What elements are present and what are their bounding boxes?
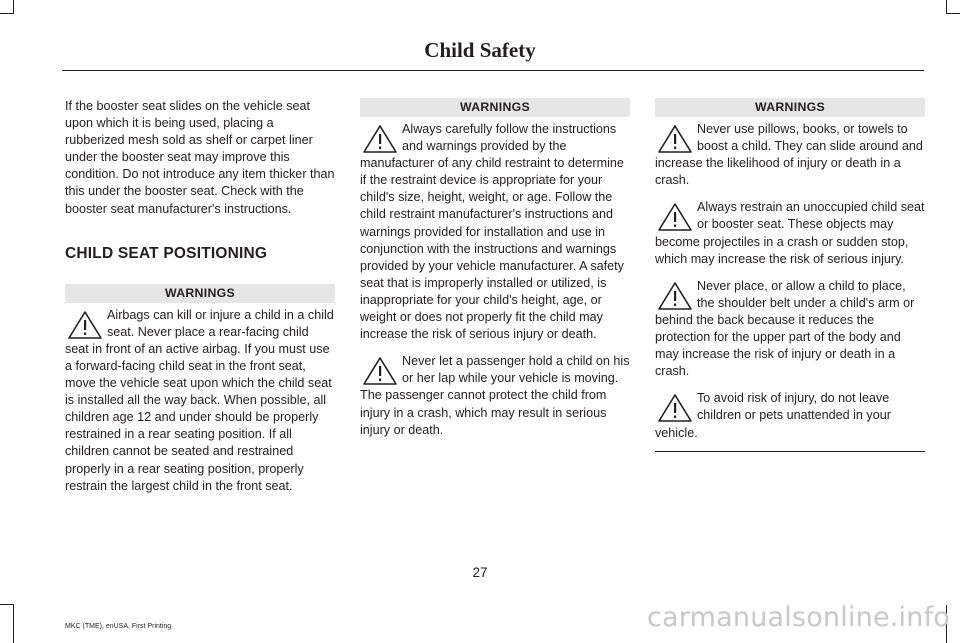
warning-item bbox=[360, 353, 630, 438]
warning-triangle-icon bbox=[657, 202, 693, 232]
crop-mark bbox=[0, 13, 14, 14]
crop-mark bbox=[946, 13, 960, 14]
warning-triangle-icon bbox=[362, 356, 398, 386]
warning-text: Never use pillows, books, or towels to boost a child. They can slide around and increase the likelihood of injury or death in a crash. bbox=[655, 122, 923, 188]
page-title: Child Safety bbox=[424, 38, 536, 62]
warning-text: Always restrain an unoccupied child seat or booster seat. These objects may become projectiles in a crash or sudden stop, which may increase the risk of serious injury. bbox=[655, 200, 925, 266]
watermark: carmanualsonline.info bbox=[647, 602, 950, 633]
page-number: 27 bbox=[472, 565, 488, 580]
warnings-heading: WARNINGS bbox=[360, 98, 630, 117]
warning-text: Never place, or allow a child to place, the shoulder belt under a child's arm or behind the back because it reduces the protection for the upper part of the body and may increase the risk of injury or death in a crash. bbox=[655, 278, 915, 379]
column-middle bbox=[360, 98, 630, 439]
warning-triangle-icon bbox=[657, 281, 693, 311]
column-right bbox=[655, 98, 925, 452]
crop-mark bbox=[0, 604, 14, 605]
warning-item bbox=[65, 307, 335, 495]
warning-item bbox=[655, 121, 925, 189]
crop-mark bbox=[13, 605, 14, 643]
header-divider bbox=[62, 70, 924, 71]
warnings-end-divider bbox=[655, 451, 925, 452]
print-info: MKC (TME), enUSA, First Printing bbox=[65, 623, 172, 630]
warnings-heading: WARNINGS bbox=[65, 284, 335, 303]
warning-text: Always carefully follow the instructions and warnings provided by the manufacturer of any child restraint to determine if the restraint device is appropriate for your child's size, height, weight, or age. Follow the child restraint manufacturer's instructions and warnings provided for installation and use in conjunction with the instructions and warnings provided by your vehicle manufacturer. A safety seat that is improperly installed or utilized, is inappropriate for your child's height, age, or weight or does not properly fit the child may increase the risk of serious injury or death. bbox=[360, 122, 624, 342]
warning-triangle-icon bbox=[362, 124, 398, 154]
column-left bbox=[65, 98, 335, 495]
warning-triangle-icon bbox=[657, 393, 693, 423]
section-heading: CHILD SEAT POSITIONING bbox=[65, 244, 268, 262]
warning-triangle-icon bbox=[657, 124, 693, 154]
warning-text: Never let a passenger hold a child on his or her lap while your vehicle is moving. The passenger cannot protect the child from injury in a crash, which may result in serious injury or death. bbox=[360, 354, 630, 437]
warning-triangle-icon bbox=[67, 310, 103, 340]
warning-item bbox=[655, 199, 925, 267]
crop-mark bbox=[13, 0, 14, 14]
warning-text: Airbags can kill or injure a child in a child seat. Never place a rear-facing child seat in front of an active airbag. If you must use a forward-facing child seat in the front seat, move the vehicle seat upon which the child seat is installed all the way back. When possible, all children age 12 and under should be properly restrained in a rear seating position. If all children cannot be seated and restrained properly in a rear seating position, properly restrain the largest child in the front seat. bbox=[65, 307, 334, 493]
intro-paragraph: If the booster seat slides on the vehicle seat upon which it is being used, placing a rubberized mesh sold as shelf or carpet liner under the booster seat may improve this condition. Do not introduce any item thicker than this under the booster seat. Check with the booster seat manufacturer's instructions. bbox=[65, 99, 335, 216]
warning-item bbox=[655, 278, 925, 381]
warning-item bbox=[360, 121, 630, 343]
warning-item bbox=[655, 390, 925, 441]
warnings-heading: WARNINGS bbox=[655, 98, 925, 117]
warning-text: To avoid risk of injury, do not leave children or pets unattended in your vehicle. bbox=[655, 391, 891, 440]
crop-mark bbox=[946, 0, 947, 14]
